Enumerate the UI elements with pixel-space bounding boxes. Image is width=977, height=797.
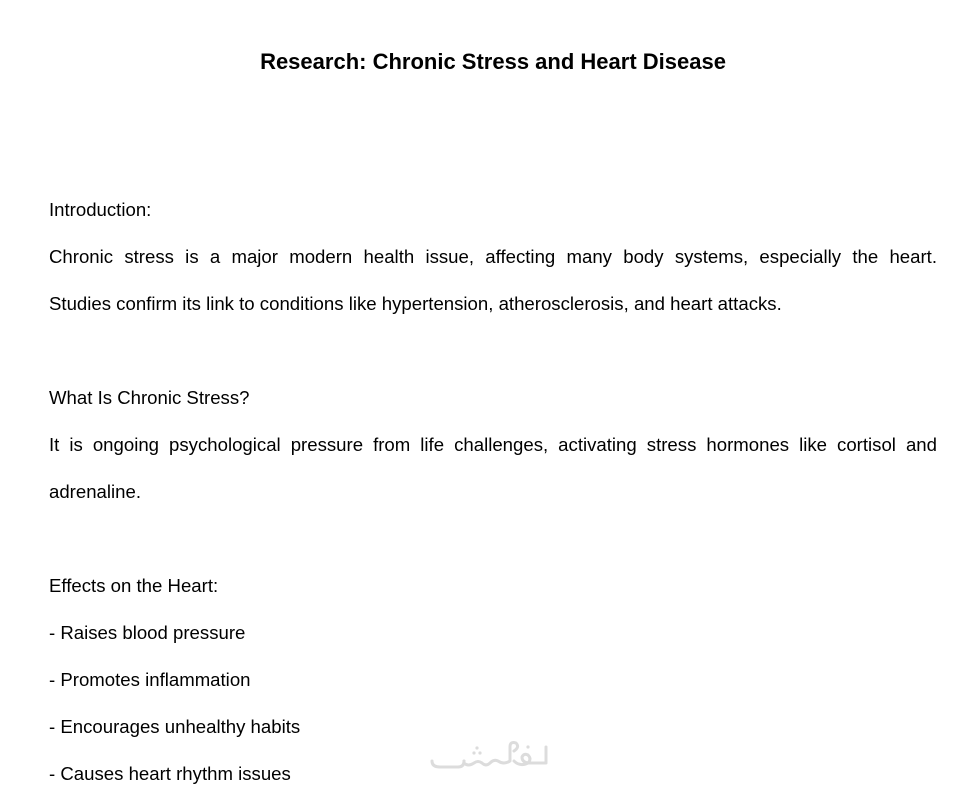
what-is-line-1: It is ongoing psychological pressure from life challenges, activating stress hormones like cortisol and <box>49 434 937 455</box>
introduction-heading: Introduction: <box>49 199 152 220</box>
list-item: - Causes heart rhythm issues <box>49 763 291 784</box>
watermark-logo <box>428 733 550 773</box>
document-body <box>49 186 937 797</box>
paragraph-spacer <box>49 515 937 562</box>
introduction-line-1: Chronic stress is a major modern health issue, affecting many body systems, especially the heart. <box>49 246 937 267</box>
what-is-line-2: adrenaline. <box>49 481 142 502</box>
list-item: - Encourages unhealthy habits <box>49 716 301 737</box>
effects-heading: Effects on the Heart: <box>49 575 219 596</box>
list-item: - Promotes inflammation <box>49 669 251 690</box>
list-item: - Raises blood pressure <box>49 622 246 643</box>
paragraph-spacer <box>49 327 937 374</box>
what-is-heading: What Is Chronic Stress? <box>49 387 250 408</box>
document-title: Research: Chronic Stress and Heart Disease <box>260 49 726 74</box>
introduction-line-2: Studies confirm its link to conditions like hypertension, atherosclerosis, and heart attacks. <box>49 293 782 314</box>
